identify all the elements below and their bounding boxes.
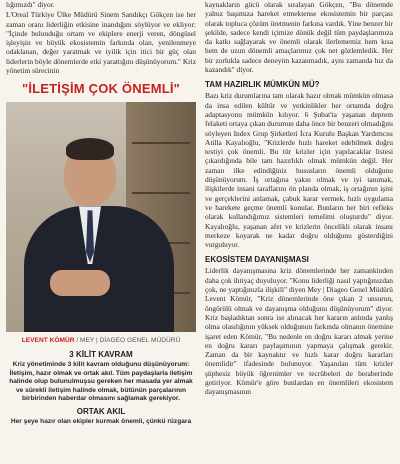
photo-caption bbox=[6, 337, 196, 344]
portrait-photo bbox=[6, 102, 196, 332]
suit-shape bbox=[24, 206, 174, 332]
right-para-3: Liderlik dayanışmasına kriz dönemlerinde her zamankinden daha çok ihtiyaç duyuluyor. "Konu liderliği nasıl yaptığınızdan çok, ne yaptığınızla ilişkili" diyen Mey | Diageo Genel Müdürü Levent Kömür, "Kriz dönemlerinde öne çıkan 2 unsurun, öngörülü olmak ve dayanışma olduğunu düşünüyorum" diyor. Kriz başladıktan sonra ise alınacak her kararın anlında yanlış olma olasılığının yüksek olduğunun farkında olmanın önemine işaret eden Kömür, "Bu nedenle en doğru kararı almak yerine en doğru kararı paylaşımının yapmaya çalışmak gerekir. Zaman da bir kaynaktır ve hızlı karar doğru kararları önemlidir" ifadesinde bulunuyor. Yaşanılan tüm krizler şüphesiz büyük öğrenimler ve tecrübeleri de beraberinde getiriyor. Kömür'e göre bunlardan en önemlileri ekosistem dayanışmasının bbox=[205, 266, 393, 397]
right-para-2: Bazı kriz durumlarına tam olarak hazır olmak mümkün olmasa da insa edilen kültür ve yetkinlikler her ortamda doğru adaptasyonu mümkün kılıyor. 6 Şubat'ta yaşanan deprem felaketi ortaya çıkan durumun daha önce bir benzeri olmadığını söyleyen Index Grup Şirketleri İcra Kurulu Başkan Yardımcısı Atilla Kayalıoğlu, "Krizlerde hızlı hareket edebilmek doğru testiyi çok önemli. Bu tür krizler için yapılacaklar listesi çıkardığında bile tam hazırlıklı olmak mümkün değil. Her zaman ilke edindiğiniz hususların önemli olduğunu düşünüyorum. İş ortağına yakın olmak ve iyi tanımak, ilişkilerde insani taraflarını ön planda olmak, iş ortağının işini ve gerçeklerini anlamak, çabuk karar vermek, hızlı uygulama ve harekete geçme önemli konular. Bunların her biri refleks olarak kullandığımız sistemleri temelimi oluşturdu" diyor. Kayalıoğlu, yaşanan afet ve krizlerin öncelikli olarak insanı merkeze koyarak ne kadar doğru olduğunu gösterdiğini vurguluyor. bbox=[205, 91, 393, 250]
heading-tam-hazirlik: TAM HAZIRLIK MÜMKÜN MÜ? bbox=[205, 80, 320, 90]
quote-headline: "İLETİŞİM ÇOK ÖNEMLİ" bbox=[21, 81, 181, 97]
box-title: 3 KİLİT KAVRAM bbox=[69, 350, 133, 360]
caption-name: LEVENT KÖMÜR bbox=[21, 337, 75, 345]
hand-shape bbox=[50, 270, 110, 296]
intro-paragraph: L'Oreal Türkiye Ülke Müdürü Sinem Sandıkçı Gökçen ise her zaman oranı liderliğin etkisine inandığını söylüyor ve ekliyor: "İçinde bulunduğu ortam ve ekiplere enerji veren, döngüsel işleyişin ve büyük ekosistemin farkında olan, yenilenmeye odaklanan, değer yaratmak ve iyilik için itici bir güç olan liderlerin böyle dönemlerde etki yarattığını düşünüyorum." Kriz yönetim sürecinin bbox=[6, 10, 196, 76]
right-para-1: kaynakların gücü olarak sıralayan Gökçen, "Bu dönemde yalnız başımıza hareket etmektense ekosistemin bir parçası olarak topluca çözüm üretmenin farkına vardık. Yine benzer bir şekilde, sadece kendi içimize dönük değil tüm paydaşlarımıza da katkı sağlayarak ve önemli olarak ilerlememiz hem kısa hem de uzun dönemli amaçlarımız çok net gözlemledik. Her bir zorlukla sadece deneyim kazanmadık, aynı zamanda hız da kazandık" diyor. bbox=[205, 0, 393, 75]
heading-ekosistem: EKOSİSTEM DAYANIŞMASI bbox=[205, 255, 309, 265]
top-text: lığımızdı" diyor. bbox=[6, 0, 55, 9]
hair-shape bbox=[66, 138, 114, 160]
box-text: Kriz yönetiminde 3 kilit kavram olduğunu düşünüyorum: İletişim, hazır olmak ve ortak akıl. Tüm paydaşlarla iletişim halinde olup bulunulmuşsu gereken her masada yer almak ve sürekli iletişim halinde olmak, bütünün parçalarının birbirinden haberdar olmasını sağlamak gerekiyor. bbox=[9, 361, 193, 402]
left-column bbox=[6, 0, 196, 427]
right-column bbox=[205, 0, 393, 397]
caption-role: / MEY | DİAGEO GENEL MÜDÜRÜ bbox=[76, 337, 181, 345]
section2-title: ORTAK AKIL bbox=[76, 407, 126, 417]
section2-text: Her şeye hazır olan ekipler kurmak önemli, çünkü rüzgara bbox=[10, 418, 192, 426]
